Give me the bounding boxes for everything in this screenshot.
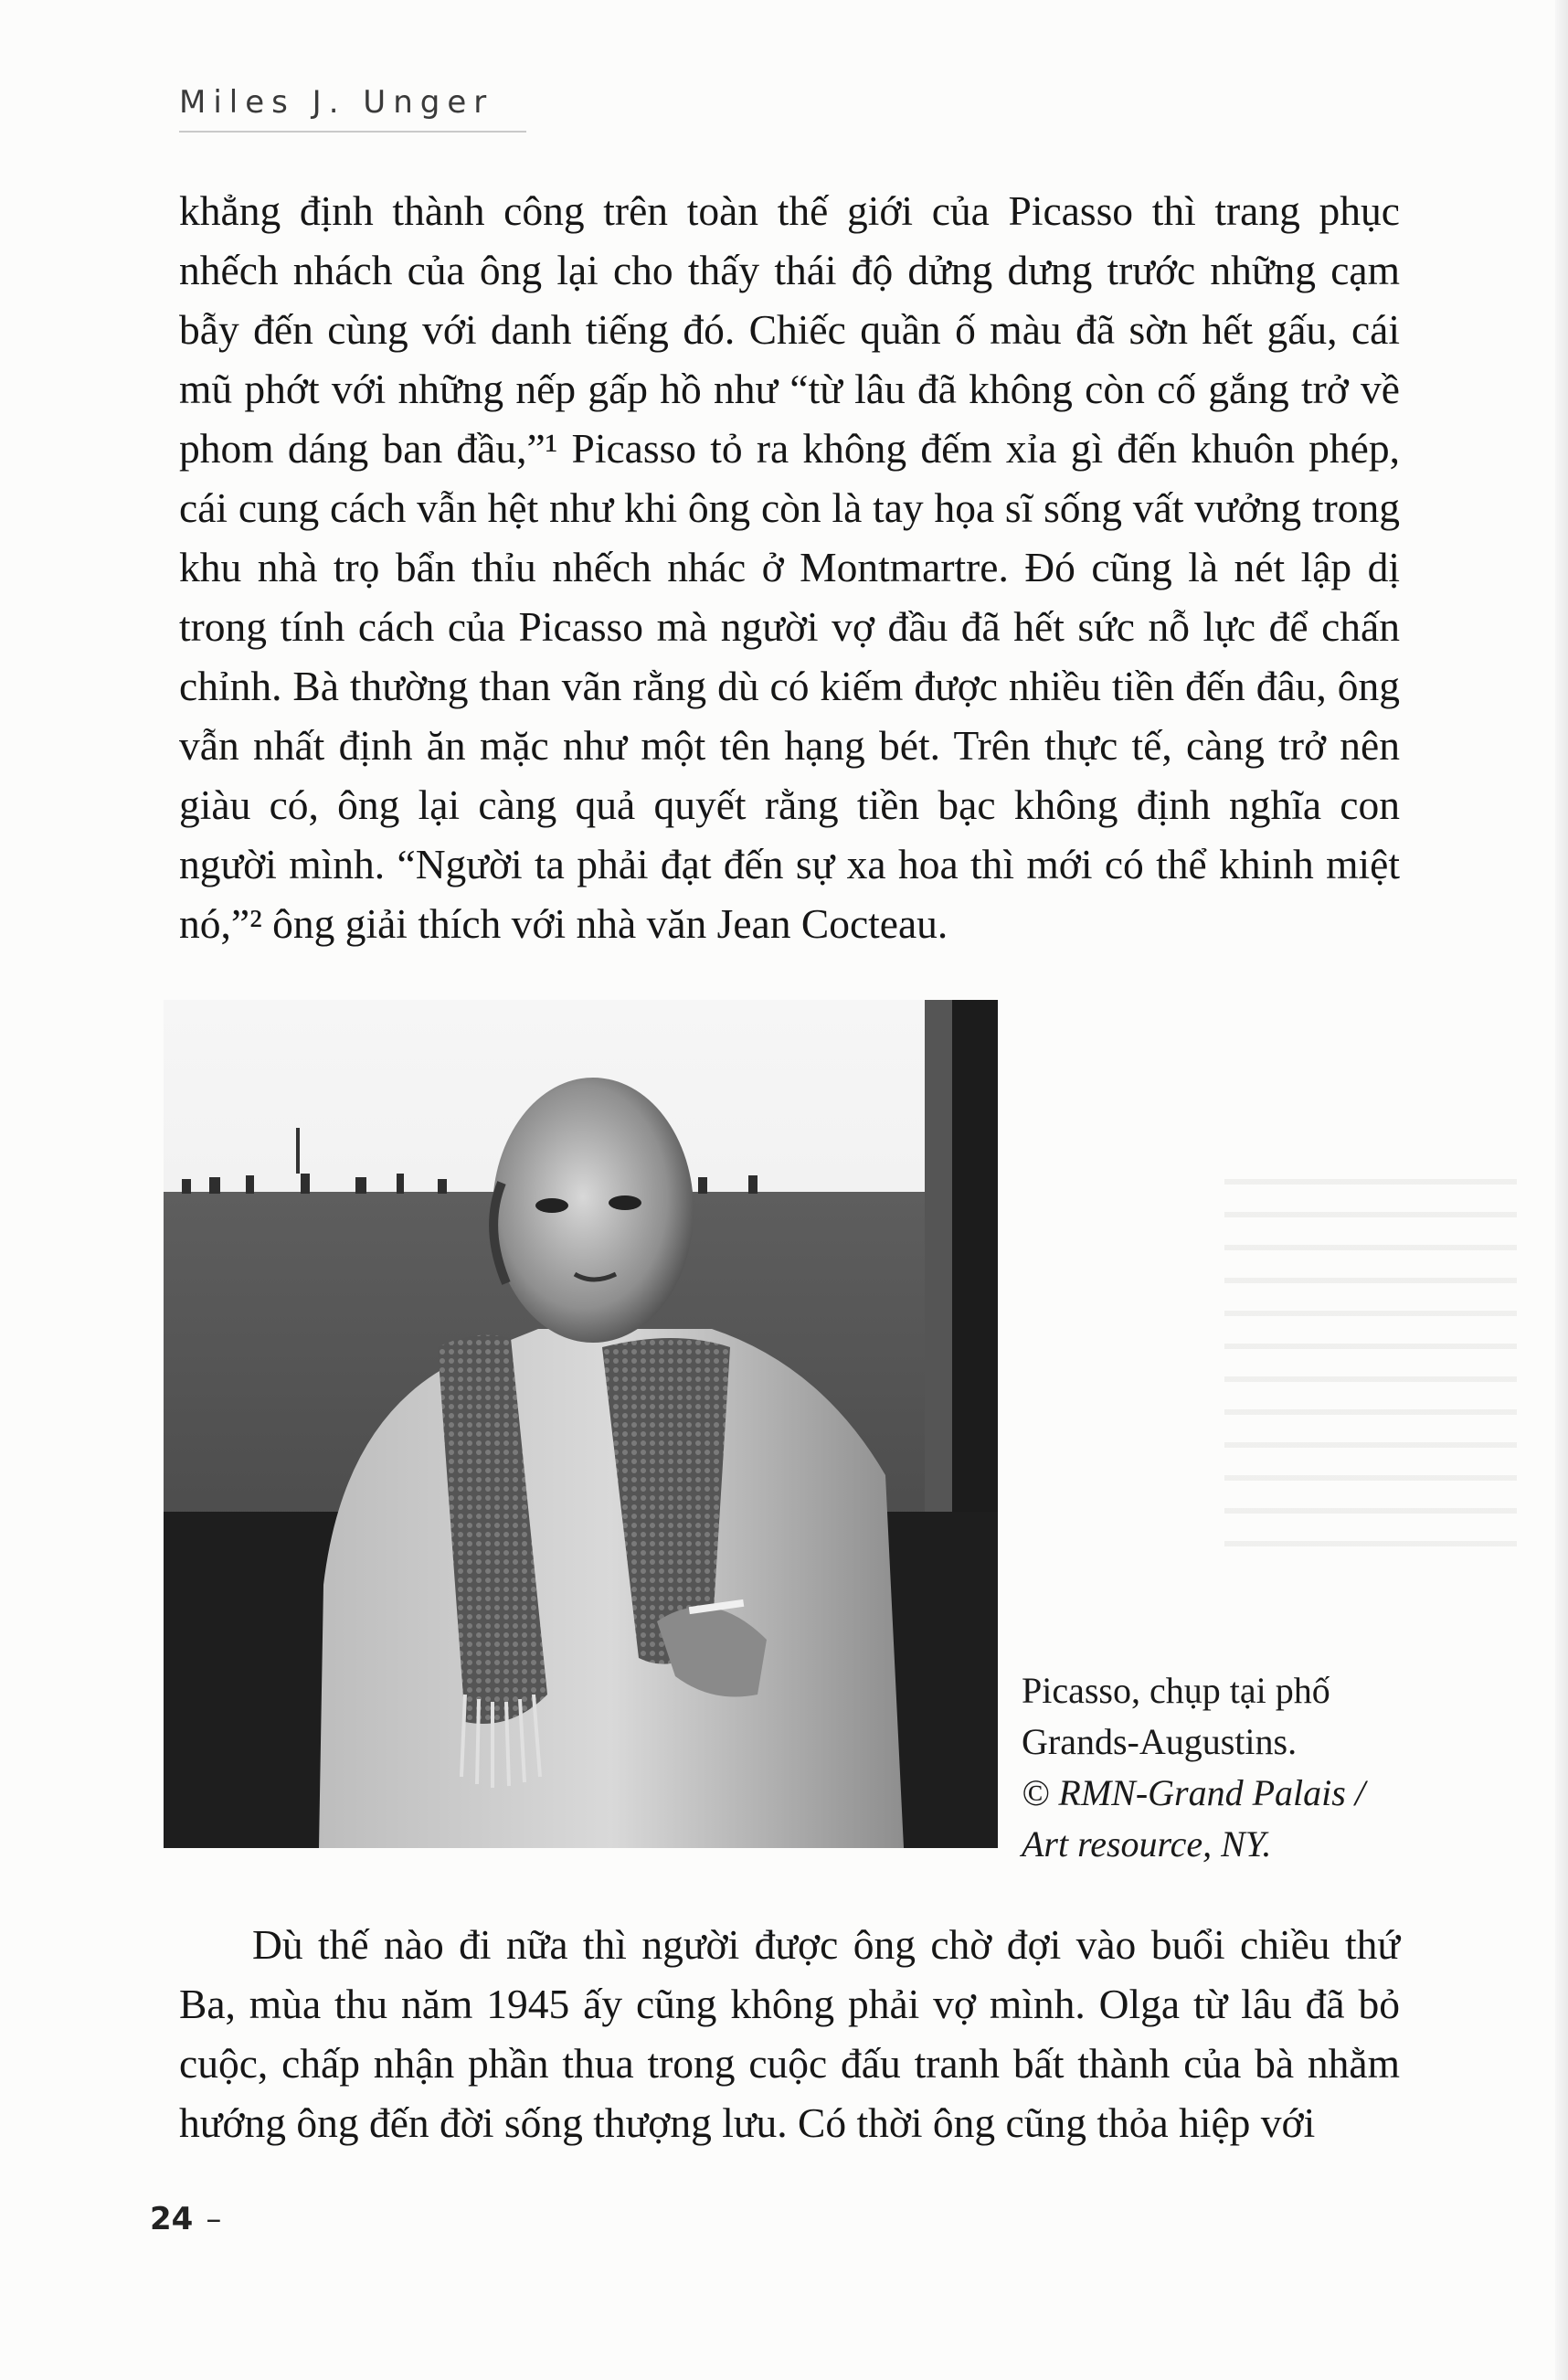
show-through-text: [1224, 1179, 1517, 1563]
page-edge-shadow: [1555, 0, 1568, 2380]
running-head: Miles J. Unger: [179, 84, 494, 121]
page-number: 24: [150, 2201, 194, 2237]
credit-line-2: Art resource, NY.: [1022, 1823, 1272, 1865]
body-paragraph-2: Dù thế nào đi nữa thì người được ông chờ đợi vào buổi chiều thứ Ba, mùa thu năm 1945 ấy cũng không phải vợ mình. Olga từ lâu đã bỏ cuộc, chấp nhận phần thua trong cuộc đấu tranh bất thành của bà nhằm hướng ông đến đời sống thượng lưu. Có thời ông cũng thỏa hiệp với: [179, 1921, 1400, 2146]
caption-line-2: Grands-Augustins.: [1022, 1721, 1298, 1762]
photo-caption: [1022, 1665, 1405, 1870]
caption-line-1: Picasso, chụp tại phố: [1022, 1670, 1330, 1711]
header-rule: [179, 131, 526, 133]
credit-line-1: © RMN-Grand Palais /: [1022, 1772, 1365, 1813]
photo-picasso: [164, 1000, 998, 1848]
folio-dash: –: [206, 2201, 222, 2237]
page-folio: [150, 2201, 221, 2237]
body-paragraph-1: khẳng định thành công trên toàn thế giới của Picasso thì trang phục nhếch nhách của ông lại cho thấy thái độ dửng dưng trước những cạm bẫy đến cùng với danh tiếng đó. Chiếc quần ố màu đã sờn hết gấu, cái mũ phớt với những nếp gấp hồ như “từ lâu đã không còn cố gắng trở về phom dáng ban đầu,”¹ Picasso tỏ ra không đếm xỉa gì đến khuôn phép, cái cung cách vẫn hệt như khi ông còn là tay họa sĩ sống vất vưởng trong khu nhà trọ bẩn thỉu nhếch nhác ở Montmartre. Đó cũng là nét lập dị trong tính cách của Picasso mà người vợ đầu đã hết sức nỗ lực để chấn chỉnh. Bà thường than vãn rằng dù có kiếm được nhiều tiền đến đâu, ông vẫn nhất định ăn mặc như một tên hạng bét. Trên thực tế, càng trở nên giàu có, ông lại càng quả quyết rằng tiền bạc không định nghĩa con người mình. “Người ta phải đạt đến sự xa hoa thì mới có thể khinh miệt nó,”² ông giải thích với nhà văn Jean Cocteau.: [179, 187, 1400, 947]
photo-illustration: [164, 1000, 998, 1848]
